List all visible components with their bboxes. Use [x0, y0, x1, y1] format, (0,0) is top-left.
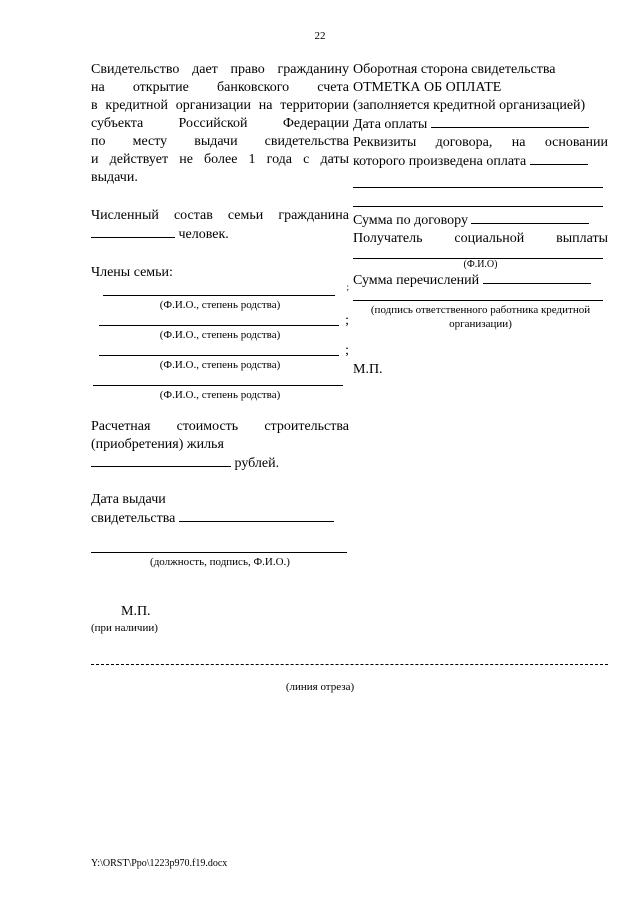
intro-line: субъекта Российской Федерации: [91, 116, 349, 131]
contract-sum-field[interactable]: [471, 211, 589, 224]
semicolon: ;: [346, 282, 349, 292]
family-members-block: [91, 264, 349, 402]
payment-mark-title: ОТМЕТКА ОБ ОПЛАТЕ: [353, 80, 502, 95]
semicolon: ;: [345, 343, 349, 358]
contract-sum-label: Сумма по договору: [353, 213, 468, 228]
family-member-field[interactable]: [91, 282, 349, 298]
signature-field[interactable]: [91, 552, 347, 553]
family-size-block: [91, 207, 349, 244]
contract-details-label-2: которого произведена оплата: [353, 154, 527, 169]
filled-by-note: (заполняется кредитной организацией): [353, 98, 586, 113]
stamp-label-back: М.П.: [353, 362, 383, 377]
family-member-field[interactable]: [91, 312, 349, 328]
contract-details-field[interactable]: [530, 152, 588, 165]
stamp-label: М.П.: [121, 604, 151, 619]
housing-cost-label-2: (приобретения) жилья: [91, 437, 224, 452]
certificate-back-column: [353, 61, 608, 379]
intro-line: в кредитной организации на территории: [91, 98, 349, 113]
issue-date-label-2: свидетельства: [91, 511, 176, 526]
file-path-footer: Y:\ORST\Ppo\1223p970.f19.docx: [91, 858, 228, 869]
issue-date-block: [91, 491, 349, 528]
recipient-label: Получатель социальной выплаты: [353, 231, 608, 246]
issue-date-label: Дата выдачи: [91, 492, 166, 507]
housing-cost-field[interactable]: [91, 454, 231, 467]
family-member-caption: (Ф.И.О., степень родства): [159, 359, 281, 371]
housing-cost-label: Расчетная стоимость строительства: [91, 419, 349, 434]
contract-details-label: Реквизиты договора, на основании: [353, 135, 608, 150]
payment-date-field[interactable]: [431, 115, 589, 128]
intro-line: Свидетельство дает право гражданину: [91, 62, 349, 77]
family-size-suffix: человек.: [178, 227, 229, 242]
contract-details-line[interactable]: [353, 206, 603, 207]
issue-date-field[interactable]: [179, 509, 334, 522]
cut-line: [91, 664, 608, 665]
transfer-sum-field[interactable]: [483, 271, 591, 284]
family-member-field[interactable]: [91, 342, 349, 358]
payment-date-label: Дата оплаты: [353, 117, 428, 132]
intro-line: по месту выдачи свидетельства: [91, 134, 349, 149]
housing-cost-suffix: рублей.: [234, 456, 280, 471]
signer-signature-field[interactable]: [353, 300, 603, 301]
cut-line-caption: (линия отреза): [285, 681, 355, 693]
family-size-label: Численный состав семьи гражданина: [91, 208, 349, 223]
certificate-front-column: [91, 61, 349, 635]
family-member-caption: (Ф.И.О., степень родства): [159, 389, 281, 401]
contract-details-line[interactable]: [353, 187, 603, 188]
recipient-caption: (Ф.И.О): [463, 259, 498, 270]
signature-block: [91, 552, 349, 569]
back-title: Оборотная сторона свидетельства: [353, 62, 556, 77]
family-size-field[interactable]: [91, 225, 175, 238]
intro-line: на открытие банковского счета: [91, 80, 349, 95]
signer-caption: (подпись ответственного работника кредитной организации): [370, 304, 591, 330]
page-number: 22: [314, 30, 326, 42]
family-member-caption: (Ф.И.О., степень родства): [159, 329, 281, 341]
signature-caption: (должность, подпись, Ф.И.О.): [150, 556, 290, 568]
family-member-caption: (Ф.И.О., степень родства): [159, 299, 281, 311]
family-member-field[interactable]: [91, 372, 349, 388]
transfer-sum-label: Сумма перечислений: [353, 273, 480, 288]
semicolon: ;: [345, 313, 349, 328]
housing-cost-block: [91, 418, 349, 473]
stamp-note: (при наличии): [91, 622, 158, 634]
intro-paragraph: [91, 61, 349, 187]
intro-line: и действует не более 1 года с даты: [91, 152, 349, 167]
family-members-label: Члены семьи:: [91, 265, 173, 280]
intro-line: выдачи.: [91, 170, 138, 185]
